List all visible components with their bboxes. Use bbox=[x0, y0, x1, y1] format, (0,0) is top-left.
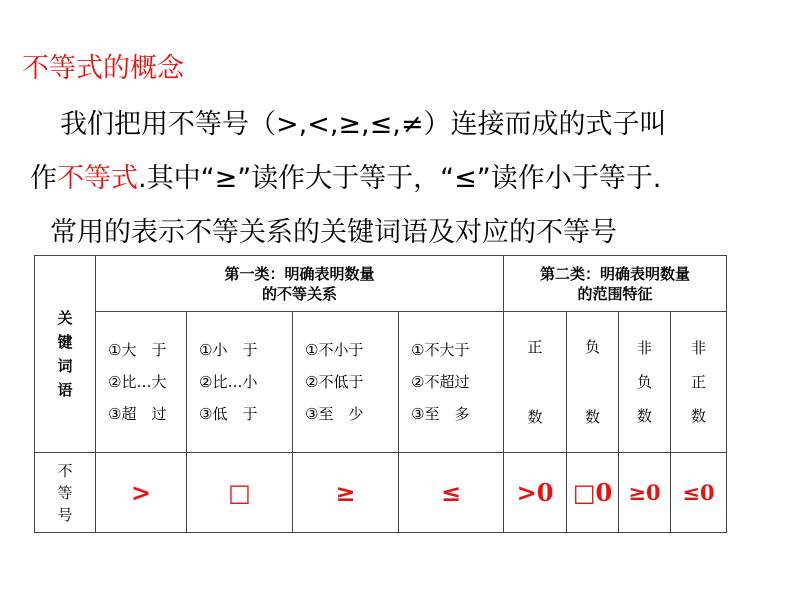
row-label-symbols: 不 等 号 bbox=[35, 453, 96, 533]
symbol-cell: □0 bbox=[567, 453, 619, 533]
keywords-table bbox=[34, 255, 727, 533]
section-heading: 不等式的概念 bbox=[22, 53, 184, 84]
symbol-cell: ≥0 bbox=[619, 453, 671, 533]
symbol-cell: >0 bbox=[504, 453, 567, 533]
term-inequality: 不等式 bbox=[57, 163, 138, 194]
paragraph-intro-table: 常用的表示不等关系的关键词语及对应的不等号 bbox=[50, 217, 617, 248]
row-label-keywords: 关 键 词 语 bbox=[35, 256, 96, 453]
symbol-cell: ≥ bbox=[293, 453, 399, 533]
symbol-cell: □ bbox=[187, 453, 293, 533]
keyword-cell: ①不小于 ②不低于 ③至 少 bbox=[293, 312, 399, 453]
table-keywords-row bbox=[35, 312, 727, 453]
group-header-first: 第一类：明确表明数量 的不等关系 bbox=[96, 256, 504, 312]
keyword-cell: ①不大于 ②不超过 ③至 多 bbox=[399, 312, 504, 453]
range-cell: 负 数 bbox=[567, 312, 619, 453]
symbol-cell: > bbox=[96, 453, 187, 533]
table-symbols-row bbox=[35, 453, 727, 533]
keyword-cell: ①大 于 ②比…大 ③超 过 bbox=[96, 312, 187, 453]
range-cell: 正 数 bbox=[504, 312, 567, 453]
group-header-second: 第二类：明确表明数量 的范围特征 bbox=[504, 256, 727, 312]
symbol-cell: ≤0 bbox=[671, 453, 727, 533]
paragraph-prefix: 作 bbox=[30, 163, 57, 194]
paragraph-reading bbox=[30, 156, 661, 195]
range-cell: 非 负 数 bbox=[619, 312, 671, 453]
symbol-cell: ≤ bbox=[399, 453, 504, 533]
paragraph-suffix: .其中“≥”读作大于等于，“≤”读作小于等于. bbox=[138, 163, 662, 194]
paragraph-definition: 我们把用不等号（>,<,≥,≤,≠）连接而成的式子叫 bbox=[60, 109, 667, 140]
keyword-cell: ①小 于 ②比…小 ③低 于 bbox=[187, 312, 293, 453]
range-cell: 非 正 数 bbox=[671, 312, 727, 453]
table-header-row bbox=[35, 256, 727, 312]
